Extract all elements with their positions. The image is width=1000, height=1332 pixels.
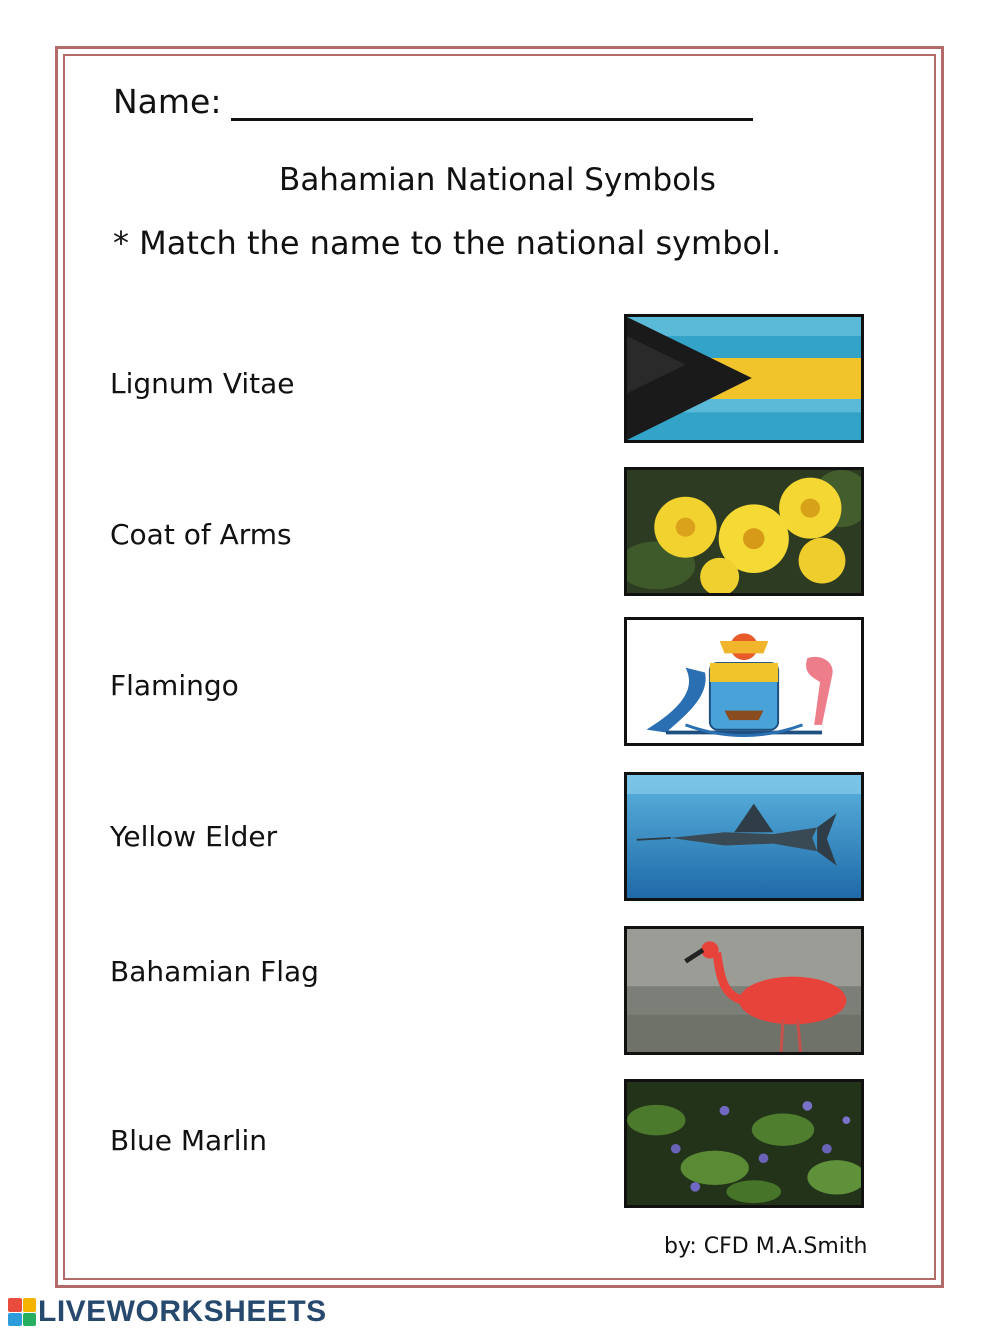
- flamingo-image[interactable]: [624, 926, 864, 1055]
- bahamian-flag-image[interactable]: [624, 314, 864, 443]
- liveworksheets-icon: [8, 1298, 36, 1326]
- author-credit: by: CFD M.A.Smith: [664, 1234, 868, 1259]
- label-flamingo[interactable]: Flamingo: [110, 669, 239, 702]
- name-field: [113, 82, 753, 121]
- blue-marlin-image[interactable]: [624, 772, 864, 901]
- label-coat-of-arms[interactable]: Coat of Arms: [110, 518, 292, 551]
- liveworksheets-logo[interactable]: [8, 1296, 327, 1328]
- coat-of-arms-image[interactable]: [624, 617, 864, 746]
- label-bahamian-flag[interactable]: Bahamian Flag: [110, 955, 319, 988]
- label-lignum-vitae[interactable]: Lignum Vitae: [110, 367, 295, 400]
- label-blue-marlin[interactable]: Blue Marlin: [110, 1124, 267, 1157]
- name-blank-line[interactable]: [231, 84, 753, 121]
- brand-name: LIVEWORKSHEETS: [38, 1295, 327, 1328]
- page-title: Bahamian National Symbols: [279, 162, 716, 198]
- instruction-text: * Match the name to the national symbol.: [113, 224, 782, 262]
- label-yellow-elder[interactable]: Yellow Elder: [110, 820, 278, 853]
- yellow-elder-image[interactable]: [624, 467, 864, 596]
- name-label: Name:: [113, 82, 222, 121]
- lignum-vitae-image[interactable]: [624, 1079, 864, 1208]
